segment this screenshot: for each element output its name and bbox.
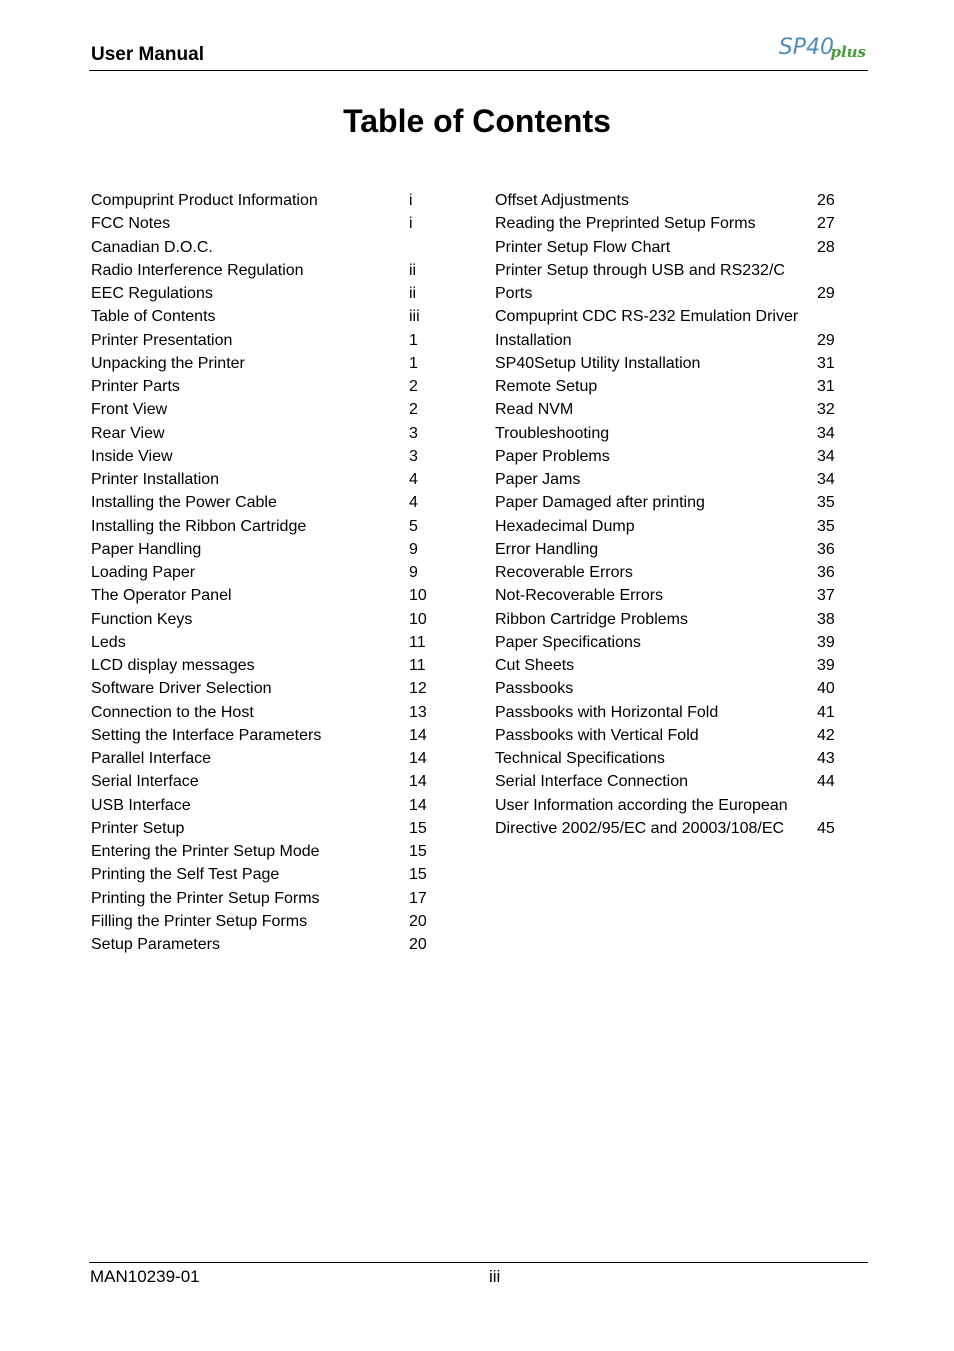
toc-entry-label: Hexadecimal Dump: [495, 517, 635, 535]
page-number: iii: [489, 1267, 501, 1286]
toc-entry-label: User Information according the European: [495, 796, 788, 814]
toc-entry[interactable]: [91, 561, 431, 584]
toc-entry[interactable]: [91, 724, 431, 747]
toc-entry-page: 45: [817, 819, 835, 837]
toc-entry-label: Setup Parameters: [91, 936, 220, 953]
toc-entry[interactable]: [91, 608, 431, 631]
toc-entry-page: 14: [409, 726, 427, 744]
toc-entry-page: 17: [409, 889, 427, 907]
toc-entry[interactable]: [495, 817, 840, 840]
toc-entry-label: Compuprint CDC RS-232 Emulation Driver: [495, 308, 799, 326]
toc-left-column: [91, 189, 431, 956]
toc-entry-label: Ports: [495, 285, 533, 302]
toc-entry-label: Printer Setup through USB and RS232/C: [495, 261, 785, 279]
toc-entry[interactable]: [495, 259, 840, 282]
toc-entry[interactable]: [495, 794, 840, 817]
toc-entry[interactable]: [91, 631, 431, 654]
toc-entry[interactable]: [91, 887, 431, 910]
toc-entry[interactable]: [495, 212, 840, 235]
toc-entry-page: 15: [409, 866, 427, 884]
toc-entry-label: Not-Recoverable Errors: [495, 587, 664, 605]
toc-entry[interactable]: [91, 236, 431, 259]
toc-entry-page: i: [409, 192, 413, 209]
toc-entry[interactable]: [91, 352, 431, 375]
toc-entry-page: 10: [409, 610, 427, 628]
logo-suffix: plus: [830, 43, 866, 61]
toc-entry[interactable]: [91, 910, 431, 933]
toc-entry-page: 41: [817, 703, 835, 721]
toc-entry-page: 34: [817, 424, 835, 442]
toc-entry-page: 28: [817, 238, 835, 256]
toc-entry-label: Printer Presentation: [91, 331, 233, 349]
toc-entry[interactable]: [495, 236, 840, 259]
toc-entry-label: Troubleshooting: [495, 424, 610, 442]
toc-entry-label: Loading Paper: [91, 564, 196, 581]
toc-entry-page: 1: [409, 331, 418, 349]
logo-text: SP40: [778, 35, 834, 60]
toc-entry-label: Printing the Self Test Page: [91, 866, 280, 884]
toc-entry[interactable]: [495, 491, 840, 514]
toc-entry[interactable]: [91, 584, 431, 607]
toc-entry-page: 32: [817, 401, 835, 419]
toc-entry[interactable]: [495, 422, 840, 445]
toc-entry[interactable]: [91, 538, 431, 561]
toc-entry-page: 2: [409, 401, 418, 419]
toc-entry[interactable]: [91, 468, 431, 491]
toc-entry-label: LCD display messages: [91, 657, 255, 674]
toc-entry-label: Parallel Interface: [91, 750, 212, 767]
toc-entry-label: USB Interface: [91, 796, 191, 814]
toc-entry-label: Canadian D.O.C.: [91, 238, 213, 256]
toc-entry-page: ii: [409, 285, 417, 302]
toc-entry[interactable]: [91, 677, 431, 700]
toc-entry-label: Recoverable Errors: [495, 564, 633, 581]
toc-entry-label: Passbooks: [495, 680, 574, 698]
toc-entry[interactable]: [91, 701, 431, 724]
toc-entry-page: 11: [409, 657, 426, 674]
toc-entry-page: 29: [817, 285, 835, 302]
toc-entry-label: Remote Setup: [495, 378, 598, 395]
toc-entry-label: Passbooks with Vertical Fold: [495, 726, 699, 744]
toc-entry-page: 9: [409, 564, 418, 581]
toc-entry[interactable]: [495, 305, 840, 328]
toc-entry[interactable]: [495, 352, 840, 375]
toc-entry-page: ii: [409, 261, 417, 279]
toc-entry-label: Entering the Printer Setup Mode: [91, 843, 320, 860]
toc-entry[interactable]: [91, 305, 431, 328]
toc-entry[interactable]: [91, 515, 431, 538]
toc-entry-page: 36: [817, 564, 835, 581]
toc-entry-page: 2: [409, 378, 418, 395]
toc-entry-page: 31: [817, 378, 835, 395]
toc-entry[interactable]: [91, 259, 431, 282]
toc-entry-label: Front View: [91, 401, 168, 419]
toc-entry-label: Paper Jams: [495, 471, 581, 488]
toc-entry[interactable]: [91, 422, 431, 445]
toc-entry-page: 27: [817, 215, 835, 233]
toc-entry[interactable]: [495, 398, 840, 421]
toc-entry-page: 39: [817, 657, 835, 674]
toc-entry[interactable]: [91, 329, 431, 352]
toc-entry[interactable]: [91, 212, 431, 235]
toc-entry-label: SP40Setup Utility Installation: [495, 354, 701, 372]
toc-entry-label: Function Keys: [91, 610, 193, 628]
toc-entry-label: Printing the Printer Setup Forms: [91, 889, 320, 907]
toc-entry-page: 43: [817, 750, 835, 767]
toc-entry-page: 31: [817, 354, 835, 372]
toc-entry[interactable]: [91, 933, 431, 956]
toc-entry[interactable]: [91, 398, 431, 421]
toc-entry[interactable]: [91, 375, 431, 398]
toc-entry[interactable]: [91, 794, 431, 817]
toc-entry-page: 35: [817, 494, 835, 512]
toc-entry-label: Printer Parts: [91, 378, 180, 395]
toc-entry-label: Table of Contents: [91, 308, 216, 326]
toc-entry-label: EEC Regulations: [91, 285, 213, 302]
toc-entry-page: 3: [409, 447, 418, 465]
toc-entry-label: Passbooks with Horizontal Fold: [495, 703, 719, 721]
toc-entry[interactable]: [495, 189, 840, 212]
toc-entry[interactable]: [91, 840, 431, 863]
toc-entry-label: Technical Specifications: [495, 750, 665, 767]
page-title: Table of Contents: [343, 103, 611, 139]
toc-entry-label: The Operator Panel: [91, 587, 232, 605]
toc-entry[interactable]: [495, 468, 840, 491]
toc-entry-page: 9: [409, 540, 418, 558]
toc-entry-page: 1: [409, 354, 418, 372]
toc-entry-label: Ribbon Cartridge Problems: [495, 610, 688, 628]
toc-entry-page: 11: [409, 633, 426, 651]
toc-entry-label: Printer Installation: [91, 471, 220, 488]
toc-entry-page: 29: [817, 331, 835, 349]
toc-entry-page: 4: [409, 471, 418, 488]
toc-entry-page: 13: [409, 703, 427, 721]
toc-entry-page: 40: [817, 680, 835, 698]
toc-entry-label: Connection to the Host: [91, 703, 254, 721]
toc-entry[interactable]: [495, 747, 840, 770]
toc-entry-page: 14: [409, 773, 427, 791]
toc-entry-label: Inside View: [91, 447, 173, 465]
toc-entry[interactable]: [91, 770, 431, 793]
toc-entry-page: 39: [817, 633, 835, 651]
toc-entry-page: 3: [409, 424, 418, 442]
toc-entry[interactable]: [91, 654, 431, 677]
page-header: [89, 35, 868, 71]
toc-entry-page: 38: [817, 610, 835, 628]
toc-entry-label: Installing the Ribbon Cartridge: [91, 517, 307, 535]
toc-entry[interactable]: [91, 747, 431, 770]
toc-entry-label: Printer Setup Flow Chart: [495, 238, 671, 256]
toc-entry[interactable]: [495, 770, 840, 793]
toc-entry[interactable]: [91, 817, 431, 840]
toc-entry-page: 34: [817, 471, 835, 488]
toc-entry-label: Leds: [91, 633, 126, 651]
toc-entry-label: Rear View: [91, 424, 165, 442]
toc-entry-label: Radio Interference Regulation: [91, 261, 304, 279]
toc-entry-page: 14: [409, 796, 427, 814]
toc-entry-page: i: [409, 215, 413, 233]
toc-entry[interactable]: [495, 282, 840, 305]
toc-entry-label: Error Handling: [495, 540, 599, 558]
header-title: User Manual: [91, 44, 204, 65]
toc-entry-label: Paper Specifications: [495, 633, 641, 651]
toc-entry[interactable]: [91, 189, 431, 212]
toc-entry-page: 4: [409, 494, 418, 512]
toc-entry-page: 15: [409, 843, 427, 860]
toc-entry-page: 10: [409, 587, 427, 605]
toc-entry-page: 37: [817, 587, 835, 605]
toc-entry-page: 15: [409, 819, 427, 837]
toc-entry[interactable]: [495, 724, 840, 747]
toc-entry-page: 20: [409, 912, 427, 930]
toc-entry-page: 26: [817, 192, 835, 209]
toc-entry[interactable]: [495, 584, 840, 607]
toc-entry-label: FCC Notes: [91, 215, 171, 233]
toc-entry-label: Installing the Power Cable: [91, 494, 277, 512]
toc-entry[interactable]: [495, 375, 840, 398]
document-code: MAN10239-01: [90, 1267, 200, 1286]
toc-entry-label: Offset Adjustments: [495, 192, 629, 209]
toc-entry-page: 12: [409, 680, 427, 698]
toc-entry-label: Software Driver Selection: [91, 680, 272, 698]
toc-entry[interactable]: [495, 654, 840, 677]
toc-entry-label: Paper Damaged after printing: [495, 494, 705, 512]
toc-entry-label: Serial Interface: [91, 773, 199, 791]
toc-entry-label: Printer Setup: [91, 819, 185, 837]
toc-entry-page: 44: [817, 773, 835, 791]
page-footer: [89, 1262, 868, 1286]
toc-entry-page: iii: [409, 308, 420, 326]
toc-entry-page: 35: [817, 517, 835, 535]
toc-entry-label: Cut Sheets: [495, 657, 575, 674]
toc-entry[interactable]: [495, 677, 840, 700]
toc-entry-page: 42: [817, 726, 835, 744]
toc-entry[interactable]: [495, 561, 840, 584]
toc-entry[interactable]: [495, 701, 840, 724]
toc-entry-label: Installation: [495, 331, 572, 349]
toc-entry-label: Unpacking the Printer: [91, 354, 245, 372]
toc-entry[interactable]: [495, 445, 840, 468]
toc-entry[interactable]: [495, 608, 840, 631]
toc-entry-page: 14: [409, 750, 427, 767]
toc-entry-page: 20: [409, 936, 427, 953]
toc-entry-label: Read NVM: [495, 401, 574, 419]
toc-entry[interactable]: [91, 863, 431, 886]
toc-entry[interactable]: [91, 491, 431, 514]
toc-entry[interactable]: [495, 515, 840, 538]
toc-entry[interactable]: [495, 631, 840, 654]
toc-entry-label: Filling the Printer Setup Forms: [91, 912, 308, 930]
toc-entry-label: Paper Handling: [91, 540, 202, 558]
toc-entry-page: 5: [409, 517, 418, 535]
toc-entry-label: Directive 2002/95/EC and 20003/108/EC: [495, 819, 785, 837]
toc-entry-label: Compuprint Product Information: [91, 192, 318, 209]
toc-entry[interactable]: [495, 329, 840, 352]
toc-entry-label: Paper Problems: [495, 447, 610, 465]
toc-entry-label: Serial Interface Connection: [495, 773, 688, 791]
toc-entry[interactable]: [91, 282, 431, 305]
toc-right-column: [495, 189, 840, 840]
toc-entry-page: 36: [817, 540, 835, 558]
toc-entry-page: 34: [817, 447, 835, 465]
toc-entry[interactable]: [91, 445, 431, 468]
toc-entry-label: Reading the Preprinted Setup Forms: [495, 215, 756, 233]
toc-entry-label: Setting the Interface Parameters: [91, 726, 322, 744]
toc-entry[interactable]: [495, 538, 840, 561]
